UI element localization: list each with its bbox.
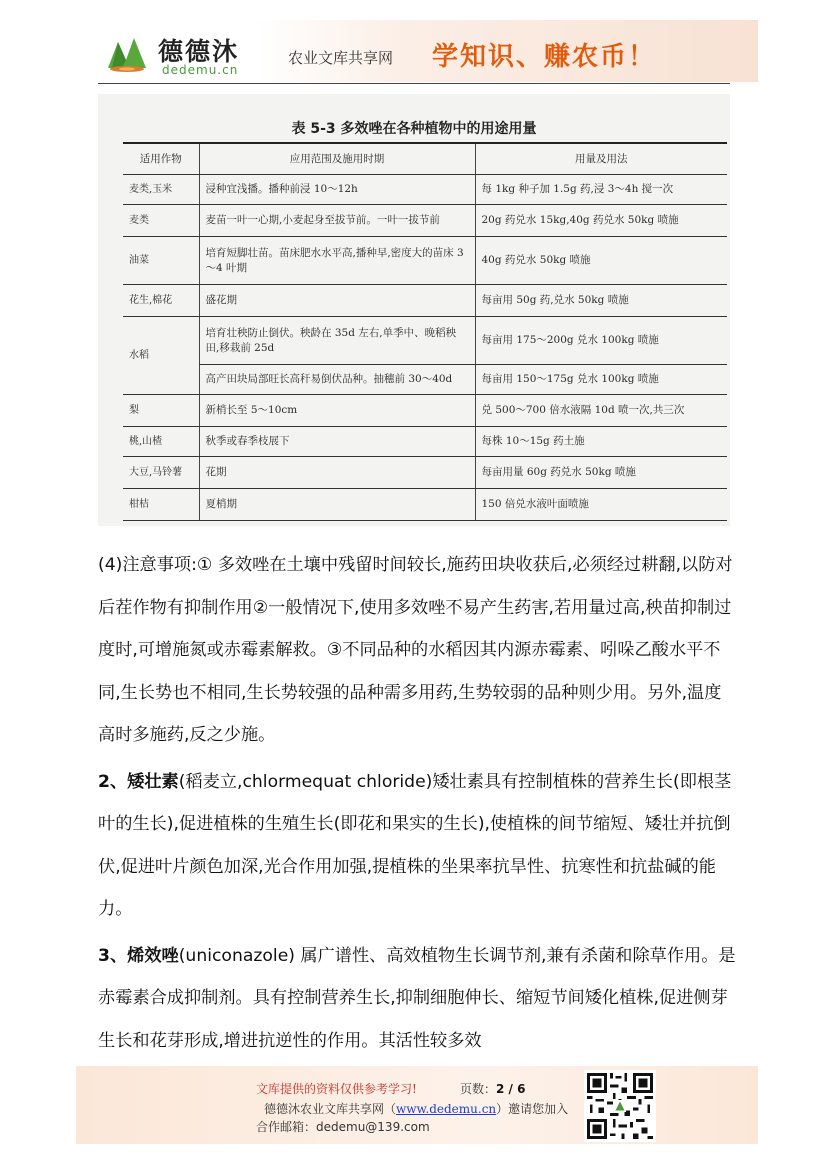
table-cell: 每 1kg 种子加 1.5g 药,浸 3～4h 搅一次 [475, 175, 727, 205]
column-header: 应用范围及施用时期 [199, 143, 475, 175]
usage-table [123, 142, 727, 521]
column-header: 适用作物 [123, 143, 199, 175]
page-value: 2 / 6 [496, 1082, 526, 1096]
table-cell: 每株 10～15g 药土施 [475, 427, 727, 457]
table-cell: 麦类,玉米 [123, 175, 199, 205]
table-cell: 20g 药兑水 15kg,40g 药兑水 50kg 喷施 [475, 205, 727, 237]
scanned-table-image [98, 94, 730, 526]
invite-prefix: 德德沐农业文库共享网（ [264, 1102, 397, 1116]
paragraph-uniconazole [98, 935, 738, 1063]
header-divider [98, 83, 730, 84]
logo-icon [104, 34, 150, 74]
table-cell: 每亩用 150～175g 兑水 100kg 喷施 [475, 365, 727, 395]
table-row [123, 395, 727, 427]
table-header-row [123, 143, 727, 175]
site-link[interactable]: www.dedemu.cn [396, 1102, 497, 1116]
qr-code-icon [584, 1070, 656, 1142]
table-row [123, 427, 727, 457]
page-counter [460, 1080, 525, 1097]
logo-subtitle: dedemu.cn [162, 63, 239, 77]
footer-invite [264, 1100, 568, 1117]
table-cell: 浸种宜浅播。播种前浸 10～12h [199, 175, 475, 205]
section-heading: 2、矮壮素 [98, 771, 179, 792]
table-cell: 麦类 [123, 205, 199, 237]
table-cell: 培育壮秧防止倒伏。秧龄在 35d 左右,单季中、晚稻秧田,移栽前 25d [199, 317, 475, 365]
table-cell: 每亩用 50g 药,兑水 50kg 喷施 [475, 285, 727, 317]
table-cell: 盛花期 [199, 285, 475, 317]
section-heading: 3、烯效唑 [98, 945, 179, 966]
table-row [123, 175, 727, 205]
table-row [123, 237, 727, 285]
logo-title: 德德沐 [158, 37, 240, 66]
table-row [123, 489, 727, 521]
table-cell: 大豆,马铃薯 [123, 457, 199, 489]
table-cell: 培育短脚壮苗。苗床肥水水平高,播种早,密度大的苗床 3～4 叶期 [199, 237, 475, 285]
table-cell: 兑 500～700 倍水液隔 10d 喷一次,共三次 [475, 395, 727, 427]
footer-banner [76, 1066, 758, 1144]
table-cell: 水稻 [123, 317, 199, 395]
paragraph-precautions: (4)注意事项:① 多效唑在土壤中残留时间较长,施药田块收获后,必须经过耕翻,以防对后茬作物有抑制作用②一般情况下,使用多效唑不易产生药害,若用量过高,秧苗抑制过度时,可增施氮或赤霉素解救。③不同品种的水稻因其内源赤霉素、吲哚乙酸水平不同,生长势也不相同,生长势较强的品种需多用药,生势较弱的品种则少用。另外,温度高时多施药,反之少施。 [98, 555, 733, 745]
invite-suffix: ）邀请您加入 [496, 1102, 569, 1116]
table-cell: 新梢长至 5～10cm [199, 395, 475, 427]
paragraph-text: (稻麦立,chlormequat chloride)矮壮素具有控制植株的营养生长(即根茎叶的生长),促进植株的生殖生长(即花和果实的生长),使植株的间节缩短、矮壮并抗倒伏,促进叶片颜色加深,光合作用加强,提植株的坐果率抗旱性、抗寒性和抗盐碱的能力。 [98, 771, 732, 919]
header-banner [76, 20, 758, 82]
paragraph-chlormequat [98, 761, 738, 931]
table-title: 表 5-3 多效唑在各种植物中的用途用量 [291, 121, 537, 137]
paragraph-text: (uniconazole) 属广谱性、高效植物生长调节剂,兼有杀菌和除草作用。是赤霉素合成抑制剂。具有控制营养生长,抑制细胞伸长、缩短节间矮化植株,促进侧芽生长和花芽形成,增进抗逆性的作用。其活性较多效 [98, 945, 736, 1051]
page-label: 页数： [460, 1082, 497, 1096]
table-row [123, 457, 727, 489]
logo-area [76, 20, 256, 82]
table-cell: 柑桔 [123, 489, 199, 521]
footer-notice: 文库提供的资料仅供参考学习! [256, 1082, 417, 1096]
table-cell: 夏梢期 [199, 489, 475, 521]
table-cell: 花期 [199, 457, 475, 489]
table-cell: 秋季或春季枝展下 [199, 427, 475, 457]
site-name: 农业文库共享网 [288, 49, 394, 67]
table-cell: 150 倍兑水液叶面喷施 [475, 489, 727, 521]
table-row [123, 205, 727, 237]
table-cell: 麦苗一叶一心期,小麦起身至拔节前。一叶一拔节前 [199, 205, 475, 237]
table-cell: 每亩用 175～200g 兑水 100kg 喷施 [475, 317, 727, 365]
column-header: 用量及用法 [475, 143, 727, 175]
table-cell: 高产田块局部旺长高秆易倒伏品种。抽穗前 30～40d [199, 365, 475, 395]
slogan: 学知识、赚农币！ [432, 42, 657, 72]
table-row [123, 317, 727, 365]
table-cell: 桃,山楂 [123, 427, 199, 457]
table-cell: 每亩用量 60g 药兑水 50kg 喷施 [475, 457, 727, 489]
table-cell: 40g 药兑水 50kg 喷施 [475, 237, 727, 285]
table-row [123, 365, 727, 395]
table-cell: 梨 [123, 395, 199, 427]
footer-email: 合作邮箱：dedemu@139.com [256, 1120, 430, 1134]
document-body [98, 544, 738, 1062]
table-cell: 油菜 [123, 237, 199, 285]
table-row [123, 285, 727, 317]
table-cell: 花生,棉花 [123, 285, 199, 317]
